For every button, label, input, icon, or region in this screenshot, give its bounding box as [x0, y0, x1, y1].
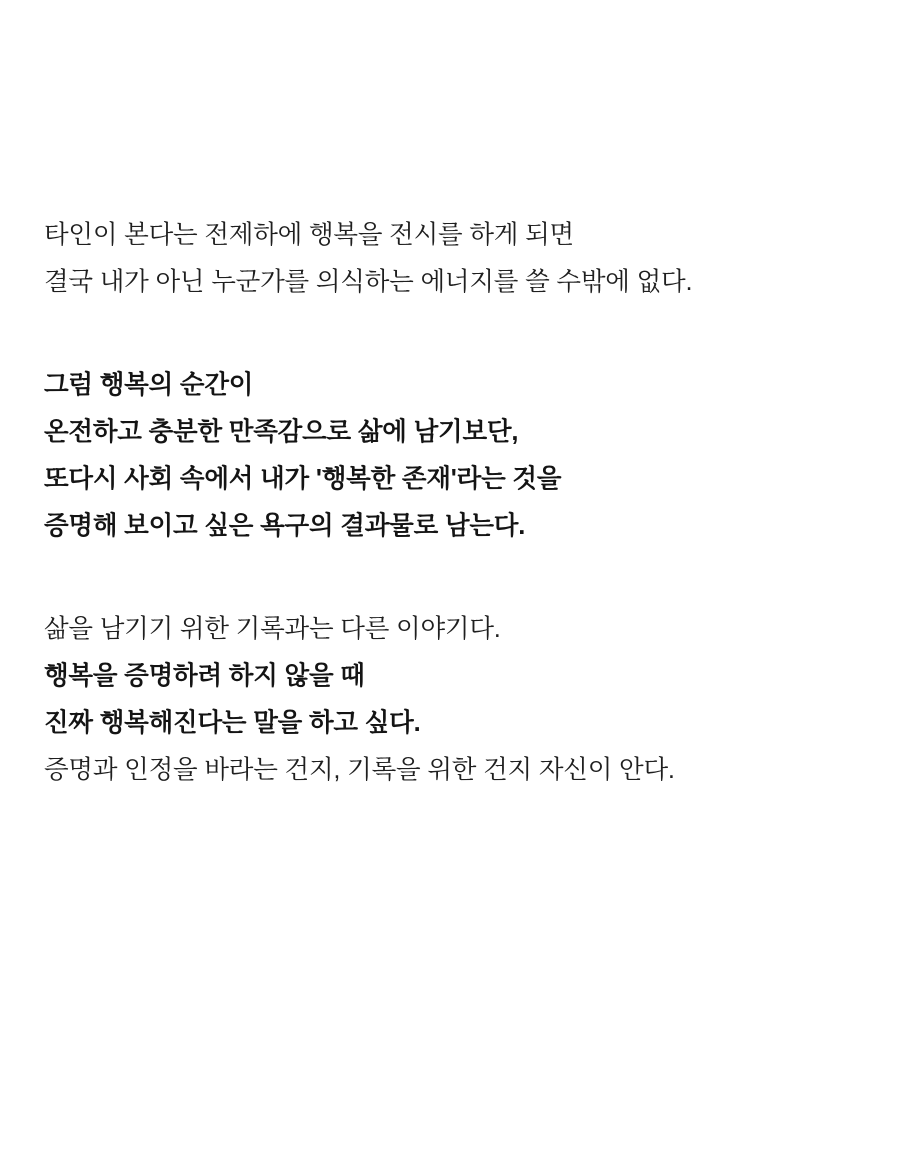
- text-line: 결국 내가 아닌 누군가를 의식하는 에너지를 쓸 수밖에 없다.: [44, 268, 693, 296]
- paragraph-spacer: [44, 306, 856, 362]
- paragraph-2: [44, 362, 856, 550]
- text-line: 온전하고 충분한 만족감으로 삶에 남기보단,: [44, 418, 519, 446]
- paragraph-1: [44, 212, 856, 306]
- text-line: 또다시 사회 속에서 내가 '행복한 존재'라는 것을: [44, 465, 562, 493]
- text-line: 삶을 남기기 위한 기록과는 다른 이야기다.: [44, 615, 501, 643]
- text-line: 증명해 보이고 싶은 욕구의 결과물로 남는다.: [44, 512, 526, 540]
- paragraph-spacer: [44, 550, 856, 606]
- text-line: 그럼 행복의 순간이: [44, 371, 254, 399]
- text-line: 증명과 인정을 바라는 건지, 기록을 위한 건지 자신이 안다.: [44, 756, 675, 784]
- text-line: 진짜 행복해진다는 말을 하고 싶다.: [44, 709, 421, 737]
- text-line: 행복을 증명하려 하지 않을 때: [44, 662, 365, 690]
- text-line: 타인이 본다는 전제하에 행복을 전시를 하게 되면: [44, 221, 574, 249]
- paragraph-3: [44, 606, 856, 794]
